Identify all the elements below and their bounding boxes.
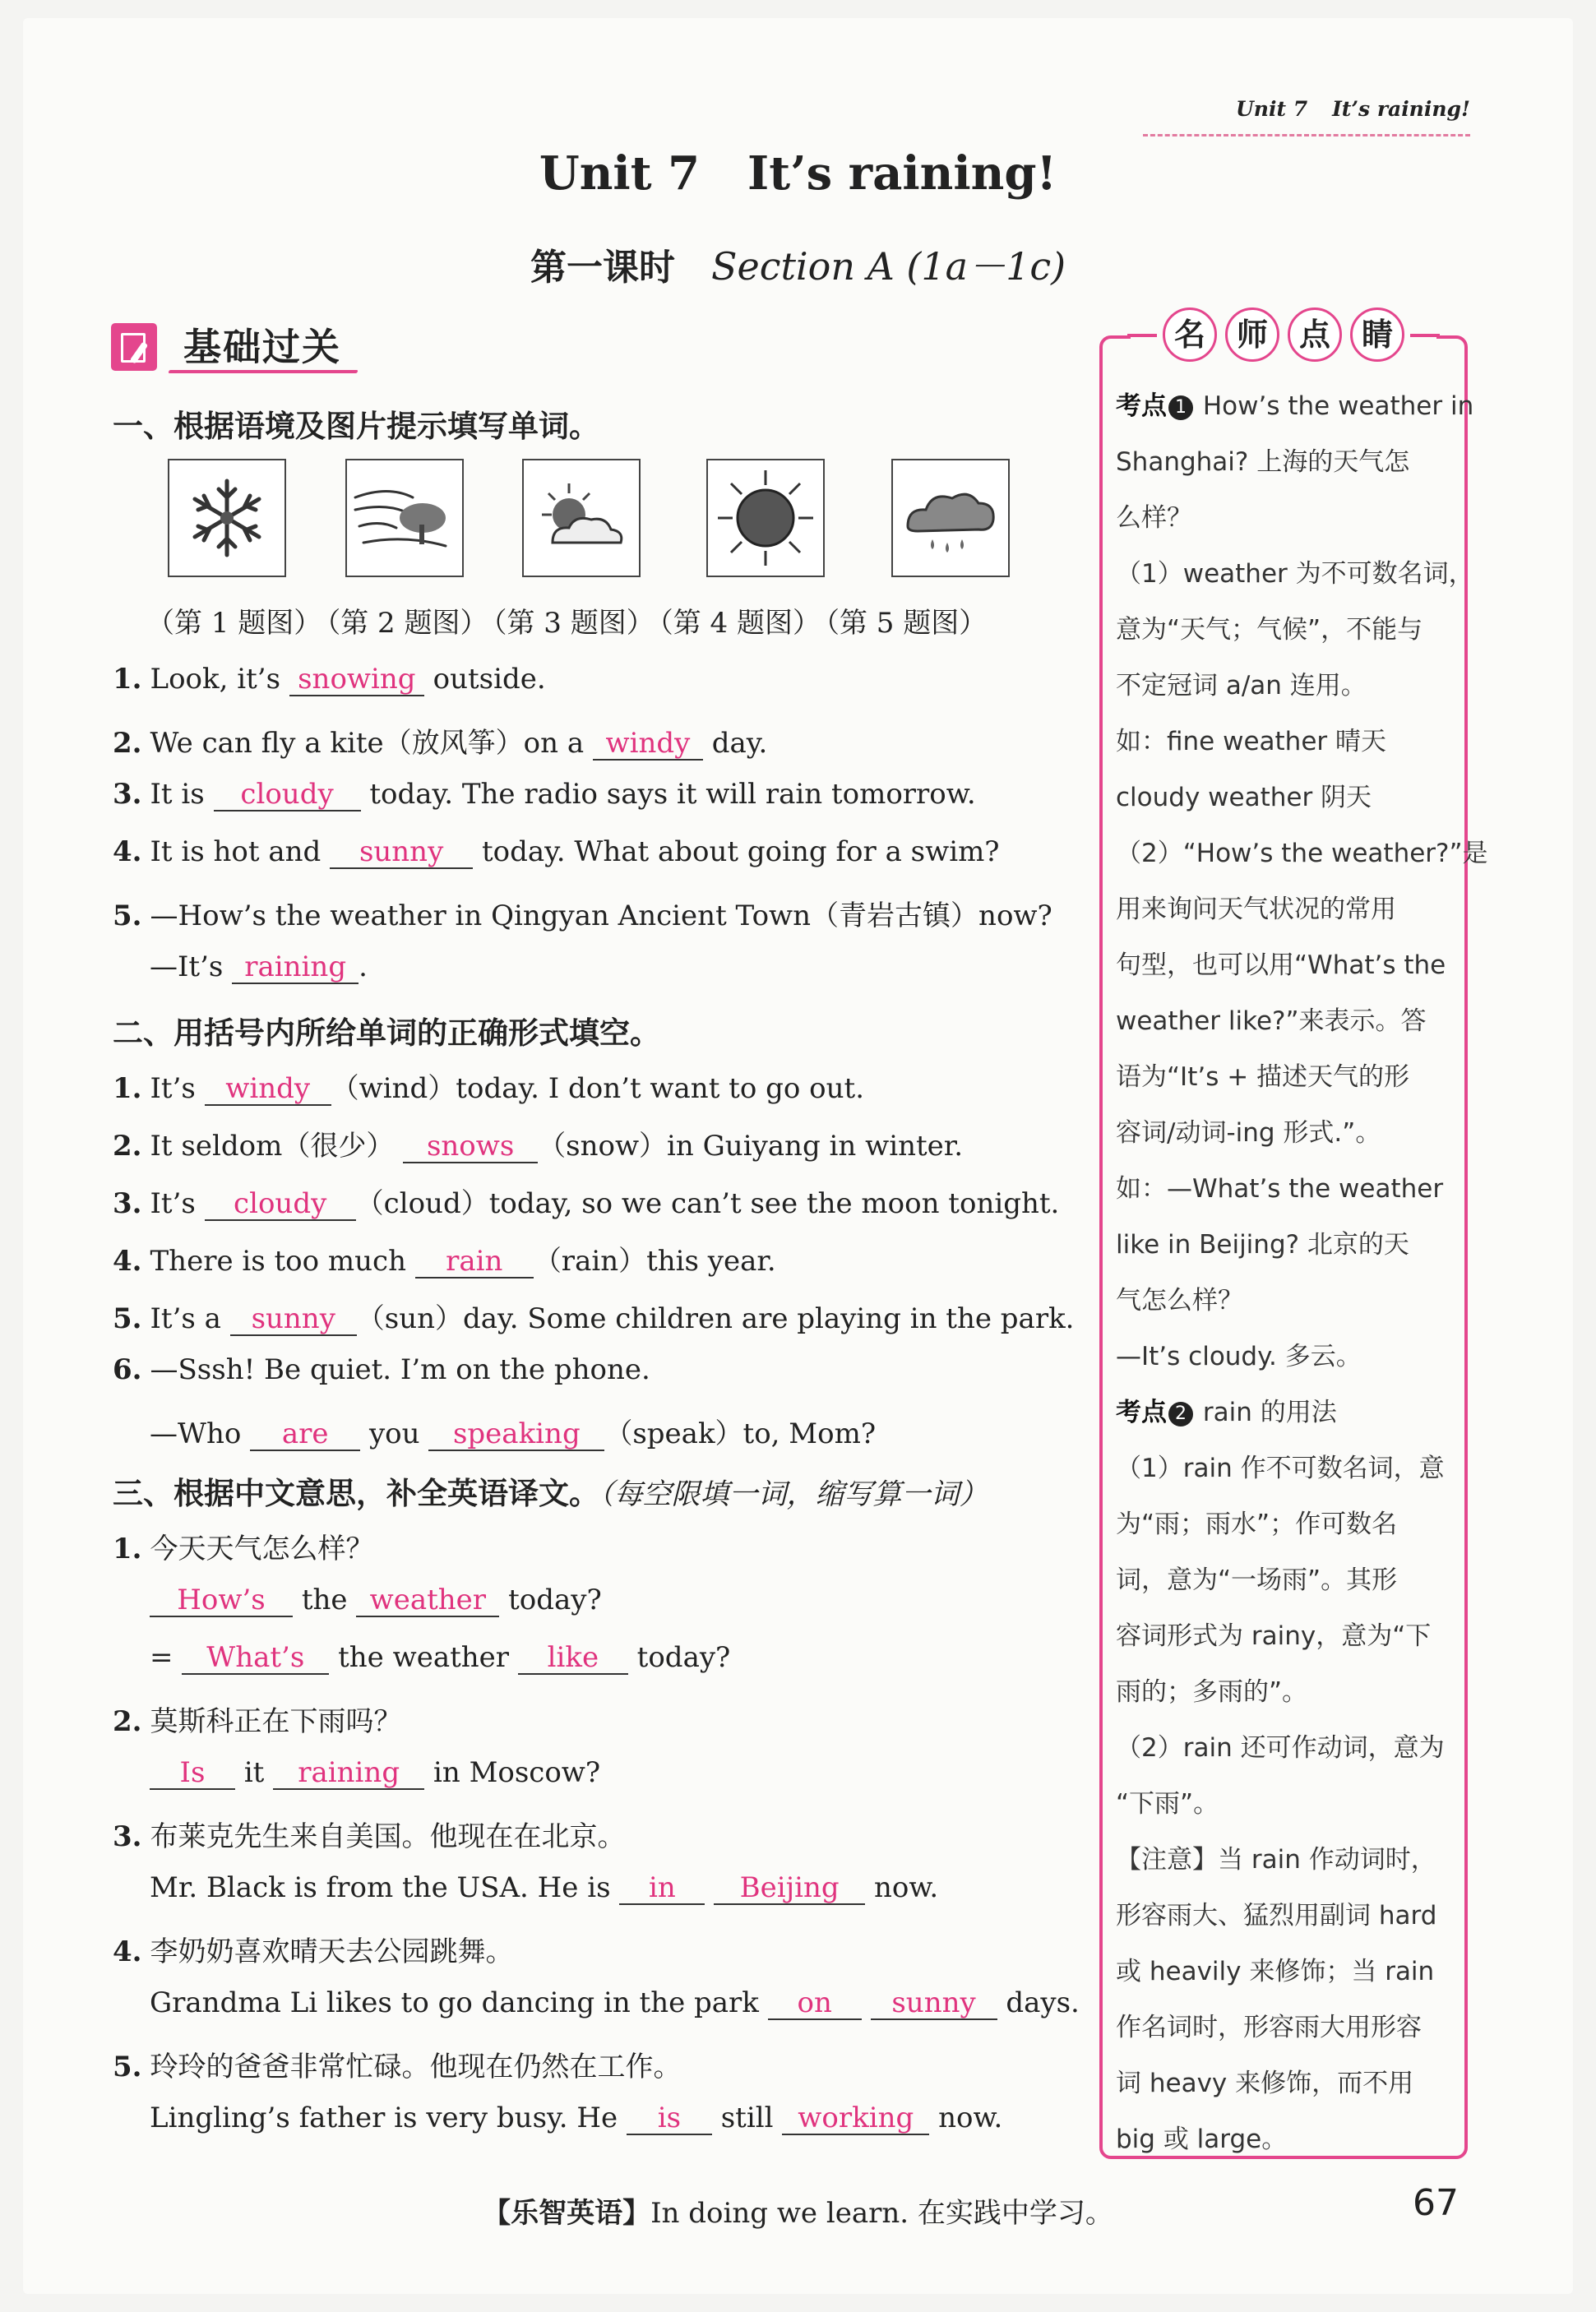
q-number: 4.	[113, 1245, 142, 1278]
q-text: today. The radio says it will rain tomorrow.	[369, 778, 976, 811]
tip-line: 或 heavily 来修饰；当 rain	[1116, 1957, 1435, 1986]
q-text: —Who	[150, 1417, 242, 1450]
tip-line: 么样？	[1116, 503, 1192, 533]
part3-heading	[113, 1468, 988, 1513]
p2-question-3	[113, 1181, 1059, 1221]
tip-line: 词 heavy 来修饰，而不用	[1116, 2069, 1414, 2098]
q-text: now.	[873, 1871, 939, 1904]
p3-question-2	[113, 1699, 402, 1739]
tip-line: 用来询问天气状况的常用	[1116, 895, 1396, 924]
badge-label: 基础过关	[183, 325, 341, 369]
tip-line	[1116, 385, 1474, 422]
p1-question-4	[113, 835, 1000, 869]
q-number: 4.	[113, 835, 142, 868]
tip-text: How’s the weather in	[1202, 391, 1474, 421]
subtitle-en: Section A (1a－1c)	[710, 244, 1066, 289]
subtitle-cn: 第一课时	[530, 247, 675, 289]
key-point-label: 考点	[1116, 391, 1167, 421]
p3-question-4	[113, 1929, 514, 1969]
p1-question-5-reply	[150, 950, 368, 984]
answer-blank[interactable]: is	[627, 2103, 712, 2135]
q-text: now.	[938, 2102, 1003, 2134]
answer-blank[interactable]: working	[782, 2103, 929, 2135]
p3-question-4-line	[150, 1986, 1080, 2020]
p2-question-6	[113, 1353, 650, 1386]
q-number: 3.	[113, 1187, 142, 1220]
q-text: （speak）to, Mom?	[604, 1417, 877, 1450]
picture-2	[345, 459, 464, 577]
q-number: 1.	[113, 1533, 142, 1565]
q-text: day.	[711, 727, 768, 760]
q-text: =	[150, 1641, 173, 1674]
tip-line: （1）rain 作不可数名词，意	[1116, 1454, 1445, 1483]
q-number: 2.	[113, 1705, 142, 1738]
q-number: 3.	[113, 1820, 142, 1853]
q-number: 5.	[113, 1302, 142, 1335]
q-chinese: 玲玲的爸爸非常忙碌。他现在仍然在工作。	[150, 2051, 682, 2083]
p3-question-2-line	[150, 1756, 600, 1790]
answer-blank[interactable]: weather	[356, 1585, 499, 1617]
key-point-number: 2	[1168, 1402, 1193, 1427]
q-number: 1.	[113, 663, 142, 696]
tip-line: （2）rain 还可作动词，意为	[1116, 1733, 1445, 1763]
caption-2: （第 2 题图）	[326, 607, 488, 640]
q-chinese: 莫斯科正在下雨吗？	[150, 1705, 402, 1738]
q-text: —How’s the weather in Qingyan Ancient Town（青岩古镇）now?	[150, 899, 1052, 932]
tip-line: 如：fine weather 晴天	[1116, 727, 1386, 756]
tip-line	[1116, 1391, 1455, 1428]
key-point-label: 考点	[1116, 1398, 1167, 1427]
tip-line: big 或 large。	[1116, 2125, 1288, 2154]
p2-question-4	[113, 1238, 776, 1279]
answer-blank[interactable]: Is	[150, 1758, 235, 1790]
tip-line: 容词形式为 rainy，意为“下	[1116, 1621, 1432, 1651]
answer-blank[interactable]: on	[768, 1988, 862, 2020]
p2-question-6-reply	[150, 1411, 876, 1451]
page-number: 67	[1413, 2182, 1459, 2224]
q-chinese: 李奶奶喜欢晴天去公园跳舞。	[150, 1935, 514, 1968]
sun-behind-cloud-icon	[524, 460, 639, 576]
q-text: It’s	[150, 1187, 196, 1220]
tip-line: 句型，也可以用“What’s the	[1116, 950, 1446, 980]
q-text: （sun）day. Some children are playing in the park.	[356, 1302, 1075, 1335]
answer-blank[interactable]: raining	[273, 1758, 424, 1790]
q-text: today. What about going for a swim?	[481, 835, 1000, 868]
tips-title-char: 名	[1163, 307, 1217, 362]
q-number: 2.	[113, 1130, 142, 1163]
q-number: 5.	[113, 2051, 142, 2083]
caption-4: （第 4 题图）	[659, 607, 821, 640]
p2-question-1	[113, 1066, 864, 1106]
q-text: （cloud）today, so we can’t see the moon tonight.	[355, 1187, 1060, 1220]
q-text: the weather	[338, 1641, 510, 1674]
tips-title-char: 点	[1288, 307, 1342, 362]
q-number: 5.	[113, 899, 142, 932]
q-text: the	[301, 1584, 348, 1616]
tip-line: weather like?”来表示。答	[1116, 1006, 1427, 1036]
answer-blank[interactable]: Beijing	[714, 1873, 865, 1905]
q-chinese: 今天天气怎么样？	[150, 1533, 374, 1565]
p1-question-1	[113, 663, 546, 696]
footer-brand: 【乐智英语】	[483, 2197, 651, 2230]
tip-line: “下雨”。	[1116, 1789, 1219, 1819]
picture-captions	[146, 600, 992, 640]
q-text: today?	[508, 1584, 602, 1616]
q-text: It’s a	[150, 1302, 221, 1335]
tip-text: rain 的用法	[1202, 1398, 1337, 1427]
section-badge	[111, 319, 391, 385]
p3-question-3	[113, 1814, 626, 1854]
tip-line: 容词/动词-ing 形式.”。	[1116, 1118, 1381, 1148]
badge-underline	[168, 370, 358, 373]
q-text: We can fly a kite（放风筝）on a	[150, 727, 585, 760]
part3-heading-text: 三、根据中文意思，补全英语译文。	[113, 1476, 599, 1511]
q-text: （wind）today. I don’t want to go out.	[331, 1072, 864, 1105]
footer-motto: In doing we learn. 在实践中学习。	[650, 2197, 1113, 2230]
q-number: 3.	[113, 778, 142, 811]
p3-question-5-line	[150, 2102, 1002, 2135]
running-header-title: It’s raining!	[1332, 97, 1470, 121]
tip-line: —It’s cloudy. 多云。	[1116, 1342, 1362, 1371]
p3-question-1	[113, 1526, 374, 1566]
part2-heading: 二、用括号内所给单词的正确形式填空。	[113, 1015, 660, 1051]
tips-title-char: 师	[1225, 307, 1279, 362]
key-point-number: 1	[1168, 395, 1193, 420]
tip-line: cloudy weather 阴天	[1116, 783, 1372, 812]
picture-5	[891, 459, 1010, 577]
tip-line: like in Beijing? 北京的天	[1116, 1230, 1409, 1260]
tip-line: 形容雨大、猛烈用副词 hard	[1116, 1901, 1437, 1931]
q-number: 4.	[113, 1935, 142, 1968]
caption-3: （第 3 题图）	[493, 607, 655, 640]
q-text: in Moscow?	[433, 1756, 601, 1789]
tip-line: （2）“How’s the weather?”是	[1116, 839, 1488, 868]
p2-question-2	[113, 1123, 963, 1163]
answer-blank[interactable]: snowing	[289, 664, 424, 696]
q-text: outside.	[433, 663, 546, 696]
teacher-tips-title	[1131, 304, 1436, 363]
picture-4	[706, 459, 825, 577]
q-text: —It’s	[150, 950, 224, 983]
part1-heading: 一、根据语境及图片提示填写单词。	[113, 409, 599, 444]
answer-blank[interactable]: like	[518, 1643, 628, 1675]
q-text: still	[720, 2102, 774, 2134]
q-text: It is hot and	[150, 835, 322, 868]
caption-5: （第 5 题图）	[826, 607, 988, 640]
answer-blank[interactable]: are	[250, 1419, 360, 1451]
page-subtitle	[0, 237, 1596, 291]
q-text: There is too much	[150, 1245, 406, 1278]
q-text: today?	[636, 1641, 731, 1674]
q-text: it	[243, 1756, 265, 1789]
answer-blank[interactable]: cloudy	[214, 779, 361, 812]
q-chinese: 布莱克先生来自美国。他现在在北京。	[150, 1820, 626, 1853]
page-title	[0, 146, 1596, 201]
answer-blank[interactable]: What’s	[182, 1643, 329, 1675]
answer-blank[interactable]: windy	[205, 1074, 331, 1106]
sun-icon	[708, 460, 823, 576]
tip-line: 作名词时，形容雨大用形容	[1116, 2013, 1422, 2042]
q-text: （rain）this year.	[533, 1245, 776, 1278]
q-text: Mr. Black is from the USA. He is	[150, 1871, 611, 1904]
q-text: （snow）in Guiyang in winter.	[538, 1130, 964, 1163]
running-header	[1143, 97, 1470, 136]
tip-line: 意为“天气；气候”，不能与	[1116, 615, 1423, 645]
q-number: 6.	[113, 1353, 142, 1386]
title-name: It’s raining!	[747, 146, 1057, 201]
answer-blank[interactable]: sunny	[330, 837, 473, 869]
p3-question-1-line-b	[150, 1641, 730, 1675]
wind-tree-icon	[347, 460, 462, 576]
q-text: you	[368, 1417, 420, 1450]
answer-blank[interactable]: snows	[403, 1131, 538, 1163]
p3-question-5	[113, 2044, 682, 2084]
q-text: Lingling’s father is very busy. He	[150, 2102, 618, 2134]
rain-cloud-icon	[893, 460, 1008, 576]
q-text: It is	[150, 778, 205, 811]
q-text: .	[359, 950, 368, 983]
p1-question-5	[113, 893, 1052, 933]
tip-line: 雨的；多雨的”。	[1116, 1677, 1308, 1707]
p3-question-1-line-a	[150, 1584, 602, 1617]
picture-3	[522, 459, 641, 577]
q-text: days.	[1006, 1986, 1080, 2019]
answer-blank[interactable]: sunny	[230, 1304, 357, 1336]
tip-line: 词，意为“一场雨”。其形	[1116, 1565, 1398, 1595]
p3-question-3-line	[150, 1871, 938, 1905]
answer-blank[interactable]: windy	[593, 728, 703, 761]
tip-line: 如：—What’s the weather	[1116, 1174, 1444, 1204]
answer-blank[interactable]: rain	[415, 1246, 534, 1279]
p1-question-3	[113, 778, 976, 812]
pen-icon	[111, 323, 157, 371]
title-unit: Unit 7	[539, 146, 701, 201]
snowflake-icon	[169, 460, 285, 576]
running-header-unit: Unit 7	[1235, 97, 1308, 121]
tip-line: 不定冠词 a/an 连用。	[1116, 671, 1367, 701]
page-footer	[0, 2190, 1596, 2231]
tip-line: 气怎么样？	[1116, 1286, 1243, 1316]
p2-question-5	[113, 1296, 1074, 1336]
answer-blank[interactable]: raining	[232, 952, 359, 984]
p1-question-2	[113, 720, 767, 761]
q-text: It’s	[150, 1072, 196, 1105]
answer-blank[interactable]: How’s	[150, 1585, 293, 1617]
answer-blank[interactable]: speaking	[428, 1419, 604, 1451]
q-text: It seldom（很少）	[150, 1130, 395, 1163]
picture-1	[168, 459, 286, 577]
answer-blank[interactable]: sunny	[871, 1988, 997, 2020]
tip-line: （1）weather 为不可数名词，	[1116, 559, 1474, 589]
tip-line: 语为“It’s + 描述天气的形	[1116, 1062, 1410, 1092]
tip-line: Shanghai? 上海的天气怎	[1116, 447, 1410, 477]
part3-note: （每空限填一词，缩写算一词）	[599, 1478, 988, 1511]
answer-blank[interactable]: cloudy	[205, 1189, 356, 1221]
q-text: Look, it’s	[150, 663, 281, 696]
tip-line: 【注意】当 rain 作动词时，	[1116, 1845, 1436, 1875]
q-text: Grandma Li likes to go dancing in the park	[150, 1986, 759, 2019]
q-text: —Sssh! Be quiet. I’m on the phone.	[150, 1353, 650, 1386]
tips-title-char: 睛	[1350, 307, 1404, 362]
caption-1: （第 1 题图）	[146, 607, 322, 640]
tip-line: 为“雨；雨水”；作可数名	[1116, 1510, 1398, 1539]
answer-blank[interactable]: in	[619, 1873, 705, 1905]
q-number: 2.	[113, 727, 142, 760]
q-number: 1.	[113, 1072, 142, 1105]
